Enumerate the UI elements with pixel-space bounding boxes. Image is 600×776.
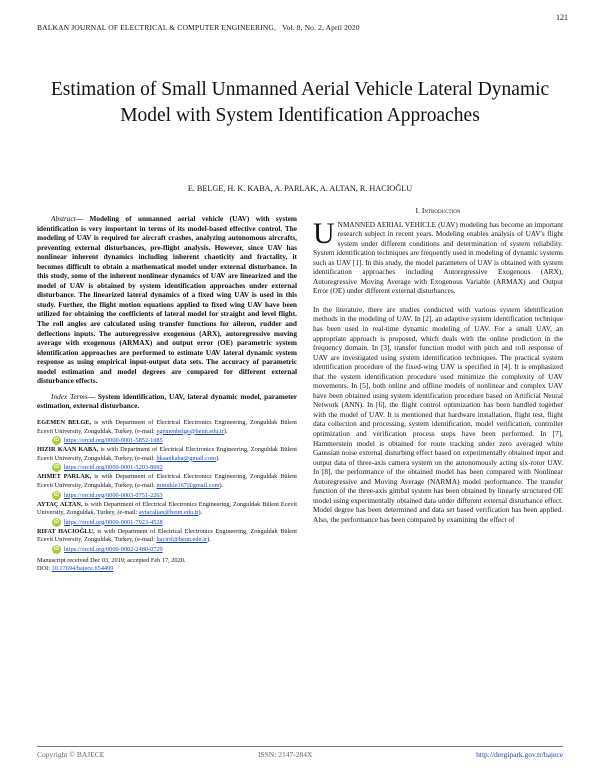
index-terms: [37, 392, 297, 411]
orcid-line: [52, 518, 297, 527]
affiliation-tail: ).: [207, 536, 211, 544]
affiliation-text: [37, 419, 297, 436]
section-heading: [313, 206, 563, 216]
abstract: [37, 214, 297, 386]
author-list: E. BELGE, H. K. KABA, A. PARLAK, A. ALTAN, R. HACIOĞLU: [187, 184, 413, 193]
affiliation-desc: is with Department of Electrical Electronics Engineering, Zonguldak Bülent Ecevit University, Zonguldak, Turkey, (e-mail:: [37, 527, 297, 544]
orcid-line: [52, 491, 297, 500]
page-number: 121: [556, 13, 568, 22]
orcid-line: [52, 463, 297, 472]
drop-cap: U: [313, 216, 335, 250]
affiliation-tail: ).: [198, 509, 203, 517]
author-name: AYTAÇ ALTAN,: [37, 500, 83, 508]
right-column: [313, 206, 563, 525]
orcid-icon[interactable]: iD: [54, 518, 59, 525]
affiliation-entry: [37, 446, 297, 472]
index-terms-dash: —: [87, 391, 98, 401]
orcid-line: [52, 545, 297, 554]
orcid-icon[interactable]: iD: [54, 437, 59, 444]
left-column: [37, 214, 297, 574]
journal-volume: Vol. 8, No. 2, April 2020: [281, 23, 360, 32]
affiliation-list: [37, 419, 297, 554]
index-terms-text: System identification, UAV, lateral dynamic model, parameter estimation, external disturbance.: [37, 391, 297, 411]
author-email-link[interactable]: aytacaltan@beun.edu.tr: [138, 509, 199, 517]
author-email-link[interactable]: egemenbelge@beun.edu.tr: [156, 427, 224, 435]
doi-link[interactable]: 10.17694/bajece.654499: [51, 565, 114, 573]
abstract-text: Modeling of unmanned aerial vehicle (UAV) with system identification is very important in terms of its model-based effective control. The modeling of UAV is required for aircraft crashes, analyzing autonomous aircrafts, preventing external disturbances, pre-flight analysis. However, since UAV has nonlinear inherent dynamics including inherent chaoticity and fractality, it becomes difficult to obtain a mathematical model under external disturbance. In this study, some of the inherent nonlinear dynamics of UAV are linearized and the model of UAV is obtained by system identification approaches under external disturbance. The linearized lateral dynamics of a fixed wing UAV is used in this study. Further, the flight motion equations applied to fixed wing UAV have been utilized for obtaining the coefficients of lateral model for straight and level flight. The roll angles are calculated using transfer functions for aileron, rudder and deflections inputs. The autoregressive exogenous (ARX), autoregressive moving average with exogenous (ARMAX) and output error (OE) parametric system identification approaches are performed to estimate UAV lateral dynamic system response as using empirical input-output data sets. The accuracy of parametric model estimation and model degrees are compared for different external disturbance effects.: [37, 214, 298, 386]
footer-url[interactable]: http://dergipark.gov.tr/bajece: [476, 750, 563, 759]
intro-paragraph-2: In the literature, there are studies conducted with various system identification methods in the modeling of UAV. In [2], an adaptive system identification technique has been used in real-time dynamic modeling of UAV. For a small UAV, an appropriate approach is proposed, which deals with the online prediction in the frequency domain. In [3], transfer function model with pitch and roll response of UAV are investigated using system identification techniques. The practical system identification procedure of the fixed-wing UAV is specified in [4]. It is emphasized that the system identification procedure used minimize the complexity of UAV movements. In [5], both online and offline models of nonlinear and complex UAV have been obtained using system identification procedure based on Artificial Neural Network (ANN). In [6], the flight control optimization has been handled together with the model of UAV. It is mentioned that hardware installation, flight test, flight data collection and processing, system identification, model verification, controller optimization and verification process steps have been performed. In [7], Hammerstein model is obtained for route tracking under zero averaged white Gaussian noise external disturbing effect based on experimentally obtained input and output data of three-axis camera system on the autonomously acting six-rotor UAV. In [8], the performance of the obtained model has been compared with Nonlinear Autoregressive and Moving Average (NARMA) model performance. The transfer function of the three-axis gimbal system has been obtained by linearly structured OE model using experimentally obtained data under different external disturbance effect. Model degree has been determined and data set based verification has been applied. Also, the performance has been compared by examining the effect of: [313, 304, 563, 524]
manuscript-dates: Manuscript received Dec 03, 2019; accepted Feb 17, 2020.: [37, 556, 186, 564]
abstract-dash: —: [75, 214, 90, 223]
section-title: Introduction: [421, 206, 461, 215]
orcid-link[interactable]: https://orcid.org/0000-0003-0751-2263: [64, 491, 163, 499]
affiliation-entry: [37, 501, 297, 527]
orcid-link[interactable]: https://orcid.org/0000-0001-5203-8092: [64, 464, 163, 472]
author-name: HIZIR KAAN KABA,: [37, 446, 99, 454]
running-header: [37, 23, 360, 32]
orcid-link[interactable]: https://orcid.org/0000-0001-5852-1085: [64, 437, 163, 445]
paper-title: Estimation of Small Unmanned Aerial Vehicle Lateral Dynamic Model with System Identification Approaches: [50, 79, 550, 126]
author-email-link[interactable]: hacirif@beun.edu.tr: [156, 536, 208, 544]
affiliation-tail: ).: [216, 454, 220, 462]
orcid-icon[interactable]: iD: [54, 491, 59, 498]
orcid-link[interactable]: https://orcid.org/0000-0001-7923-4528: [64, 518, 163, 526]
author-name: EGEMEN BELGE,: [37, 418, 92, 426]
journal-name: BALKAN JOURNAL OF ELECTRICAL & COMPUTER ENGINEERING,: [37, 23, 276, 32]
author-name: RIFAT HACIOĞLU,: [37, 527, 95, 535]
author-email-link[interactable]: mimikle167@gmail.com: [156, 481, 220, 489]
abstract-label: Abstract: [51, 214, 76, 223]
author-email-link[interactable]: hkaankaba@gmail.com: [156, 454, 216, 462]
affiliation-entry: [37, 419, 297, 445]
orcid-link[interactable]: https://orcid.org/0000-0002-2480-0729: [64, 545, 163, 553]
affiliation-tail: ).: [223, 427, 228, 435]
intro-para1-text: (UAV) modeling has become an important research subject in recent years. Modeling enables analysis of UAV's flight system under different conditions and determination of system reliability. System identification techniques are frequently used in modeling of dynamic systems such as UAV [1]. In this study, the model parameters of UAV is obtained with system identification approaches including Autoregressive Exogenous (ARX), Autoregressive Moving Average with Exogenous Variable (ARMAX) and Output Error (OE) under different external disturbances.: [313, 219, 563, 296]
affiliation-entry: [37, 473, 297, 499]
affiliation-desc: is with Department of Electrical Electronics Engineering, Zonguldak Bülent Ecevit University, Zonguldak, Turkey, (e-mail:: [37, 473, 297, 489]
orcid-line: [52, 436, 297, 445]
affiliation-desc: is with Department of Electrical Electronics Engineering, Zonguldak Bülent Ecevit University, Zonguldak, Turkey, (e-mail:: [37, 446, 297, 462]
section-numeral: I.: [415, 206, 422, 215]
affiliation-text: [37, 501, 297, 518]
affiliation-entry: [37, 528, 297, 554]
affiliation-text: [37, 446, 297, 463]
affiliation-tail: ).: [219, 481, 224, 489]
manuscript-info: [37, 557, 297, 574]
orcid-icon[interactable]: iD: [54, 464, 59, 471]
intro-lead: NMANNED AERIAL VEHICLE: [337, 219, 437, 229]
affiliation-desc: is with Department of Electrical Electronics Engineering, Zonguldak Bülent Ecevit University, Zonguldak, Turkey, (e-mail:: [37, 500, 297, 517]
doi-line: [37, 565, 297, 573]
doi-label: DOI:: [37, 565, 52, 573]
footer-divider: [37, 746, 563, 747]
affiliation-desc: is with Department of Electrical Electronics Engineering, Zonguldak Bülent Ecevit University, Zonguldak, Turkey, (e-mail:: [37, 418, 297, 435]
footer-issn: ISSN: 2147-284X: [258, 750, 313, 759]
footer-copyright: Copyright © BAJECE: [37, 750, 105, 759]
affiliation-text: [37, 528, 297, 545]
intro-paragraph-1: [313, 216, 563, 296]
affiliation-text: [37, 473, 297, 490]
index-terms-label: Index Terms: [51, 391, 88, 401]
orcid-icon[interactable]: iD: [54, 545, 59, 552]
author-name: AHMET PARLAK,: [37, 473, 92, 481]
